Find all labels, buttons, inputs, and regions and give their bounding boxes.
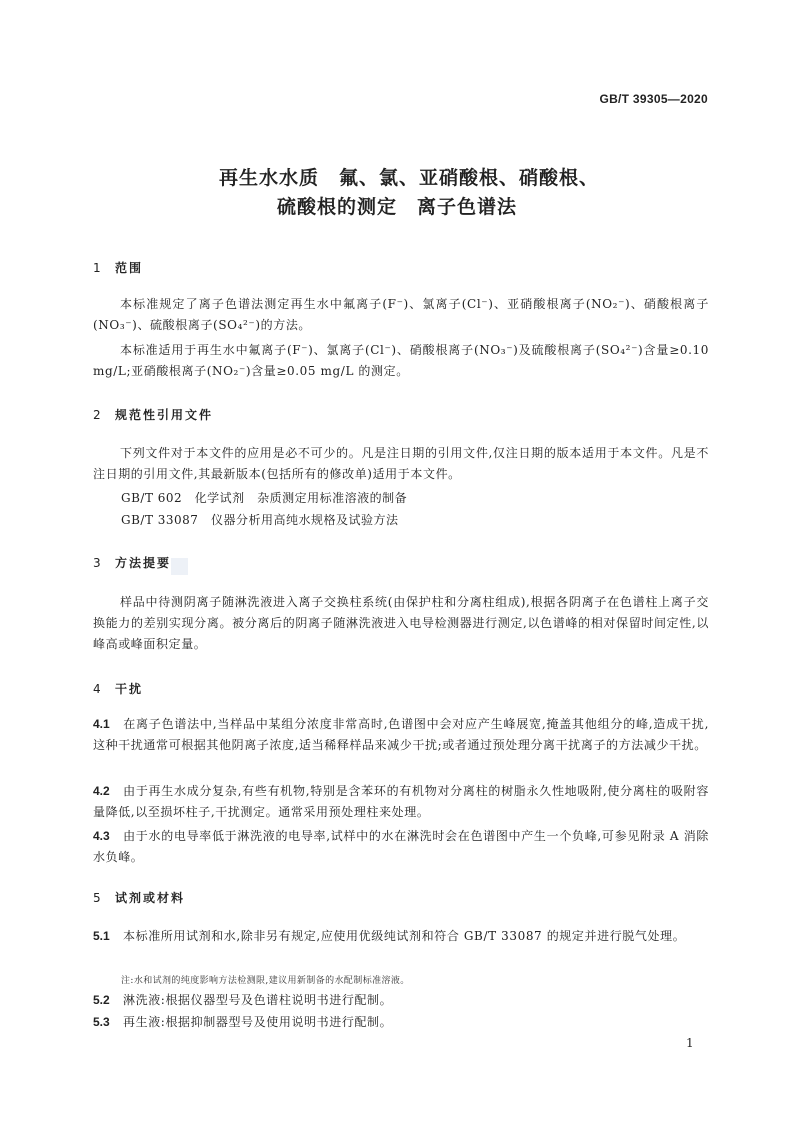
section-number: 3 — [93, 556, 103, 570]
clause-number: 5.1 — [93, 929, 110, 943]
section-title: 方法提要 — [115, 556, 172, 570]
section-number: 1 — [93, 261, 103, 275]
section-heading-4 — [93, 680, 143, 697]
section-heading-5 — [93, 889, 185, 906]
section-number: 5 — [93, 891, 103, 905]
clause-text: 在离子色谱法中,当样品中某组分浓度非常高时,色谱图中会对应产生峰展宽,掩盖其他组分的峰,造成干扰,这种干扰通常可根据其他阴离子浓度,适当稀释样品来减少干扰;或者通过预处理分离干扰离子的方法减少干扰。 — [93, 717, 709, 752]
section-number: 4 — [93, 682, 103, 696]
clause-4-1 — [93, 714, 709, 756]
clause-number: 4.1 — [93, 717, 110, 731]
clause-text: 本标准所用试剂和水,除非另有规定,应使用优级纯试剂和符合 GB/T 33087 的规定并进行脱气处理。 — [123, 929, 686, 943]
clause-4-2 — [93, 781, 709, 823]
clause-number: 5.2 — [93, 993, 110, 1007]
paragraph-normative-refs: 下列文件对于本文件的应用是必不可少的。凡是注日期的引用文件,仅注日期的版本适用于本文件。凡是不注日期的引用文件,其最新版本(包括所有的修改单)适用于本文件。 — [93, 446, 709, 481]
reference-item: GB/T 602 化学试剂 杂质测定用标准溶液的制备 — [121, 491, 408, 505]
paragraph-scope-1: 本标准规定了离子色谱法测定再生水中氟离子(F⁻)、氯离子(Cl⁻)、亚硝酸根离子(NO₂⁻)、硝酸根离子(NO₃⁻)、硫酸根离子(SO₄²⁻)的方法。 — [93, 297, 709, 332]
section-heading-1 — [93, 259, 143, 276]
document-title-line1: 再生水水质 氟、氯、亚硝酸根、硝酸根、 — [218, 167, 599, 189]
clause-number: 5.3 — [93, 1015, 110, 1029]
section-heading-3 — [93, 554, 171, 571]
clause-number: 4.3 — [93, 829, 110, 843]
note: 注:水和试剂的纯度影响方法检测限,建议用新制备的水配制标准溶液。 — [121, 976, 410, 986]
section-title: 试剂或材料 — [115, 891, 186, 905]
clause-text: 淋洗液:根据仪器型号及色谱柱说明书进行配制。 — [123, 993, 393, 1007]
clause-5-3 — [93, 1012, 709, 1033]
clause-text: 再生液:根据抑制器型号及使用说明书进行配制。 — [123, 1015, 393, 1029]
section-title: 干扰 — [115, 682, 144, 696]
clause-5-2 — [93, 990, 709, 1011]
section-title: 规范性引用文件 — [115, 408, 214, 422]
standard-number: GB/T 39305—2020 — [599, 92, 708, 106]
section-title: 范围 — [115, 261, 144, 275]
clause-number: 4.2 — [93, 784, 110, 798]
clause-4-3 — [93, 826, 709, 868]
section-heading-2 — [93, 406, 213, 423]
paragraph-method-summary: 样品中待测阴离子随淋洗液进入离子交换柱系统(由保护柱和分离柱组成),根据各阴离子在色谱柱上离子交换能力的差别实现分离。被分离后的阴离子随淋洗液进入电导检测器进行测定,以色谱峰的相对保留时间定性,以峰高或峰面积定量。 — [93, 595, 709, 651]
document-title-line2: 硫酸根的测定 离子色谱法 — [276, 196, 517, 218]
reference-item: GB/T 33087 仪器分析用高纯水规格及试验方法 — [121, 513, 399, 527]
watermark-logo — [171, 558, 188, 575]
clause-text: 由于再生水成分复杂,有些有机物,特别是含苯环的有机物对分离柱的树脂永久性地吸附,使分离柱的吸附容量降低,以至损坏柱子,干扰测定。通常采用预处理柱来处理。 — [93, 784, 709, 819]
section-number: 2 — [93, 408, 103, 422]
clause-5-1 — [93, 926, 709, 947]
clause-text: 由于水的电导率低于淋洗液的电导率,试样中的水在淋洗时会在色谱图中产生一个负峰,可参见附录 A 消除水负峰。 — [93, 829, 709, 864]
page-number: 1 — [686, 1036, 694, 1050]
paragraph-scope-2: 本标准适用于再生水中氟离子(F⁻)、氯离子(Cl⁻)、硝酸根离子(NO₃⁻)及硫酸根离子(SO₄²⁻)含量≥0.10 mg/L;亚硝酸根离子(NO₂⁻)含量≥0.05 mg/L 的测定。 — [93, 343, 709, 378]
